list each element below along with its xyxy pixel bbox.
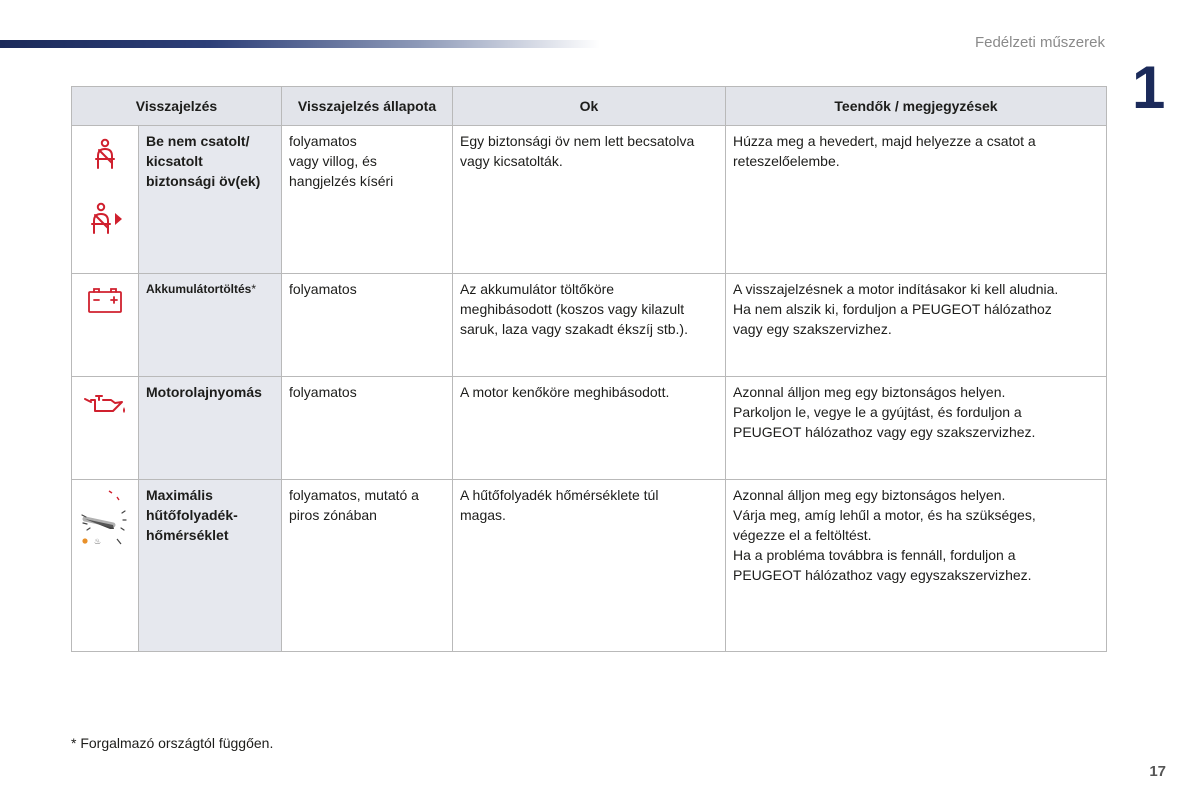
table-row [72,274,1107,377]
column-header: Visszajelzés [72,87,282,126]
state-cell [282,126,453,274]
action-line: Ha a probléma továbbra is fennáll, forduljon a [733,547,1016,563]
cause-line: saruk, laza vagy szakadt ékszíj stb.). [460,321,688,337]
chapter-number: 1 [1132,54,1166,121]
footnote: * Forgalmazó országtól függően. [71,735,274,751]
action-line: PEUGEOT hálózathoz vagy egy szakszervizhez. [733,424,1036,440]
footnote-marker: * [251,282,257,296]
icon-cell [72,126,139,274]
state-line: vagy villog, és [289,153,377,169]
oil-can-icon [83,390,127,416]
cause-cell [453,274,726,377]
cause-line: Az akkumulátor töltőköre [460,281,615,297]
coolant-gauge-icon [79,489,131,549]
action-cell [726,480,1107,652]
action-line: végezze el a feltöltést. [733,527,872,543]
action-line: PEUGEOT hálózathoz vagy egyszakszervizhez. [733,567,1032,583]
icon-cell [72,377,139,480]
action-line: Ha nem alszik ki, forduljon a PEUGEOT hálózathoz [733,301,1052,317]
warning-name-cell [139,377,282,480]
icon-cell [72,480,139,652]
action-line: Parkoljon le, vegye le a gyújtást, és forduljon a [733,404,1022,420]
state-line: hangjelzés kíséri [289,173,394,189]
cause-line: A motor kenőköre meghibásodott. [460,384,670,400]
cause-line: meghibásodott (koszos vagy kilazult [460,301,685,317]
cause-cell [453,126,726,274]
icon-cell [72,274,139,377]
table-row [72,480,1107,652]
warning-name-line: Maximális [146,487,213,503]
action-line: vagy egy szakszervizhez. [733,321,892,337]
warning-lights-table [71,86,1107,652]
warning-name-line: kicsatolt [146,153,203,169]
seatbelt-icon [88,137,122,171]
warning-name-cell [139,126,282,274]
warning-name-line: Motorolajnyomás [146,384,262,400]
state-line: folyamatos [289,281,357,297]
section-title: Fedélzeti műszerek [974,34,1105,51]
table-row [72,126,1107,274]
state-line: folyamatos, mutató a [289,487,419,503]
seatbelt-arrow-icon [85,201,125,237]
action-cell [726,126,1107,274]
action-line: Azonnal álljon meg egy biztonságos helyen. [733,384,1006,400]
state-cell [282,480,453,652]
action-cell [726,274,1107,377]
warning-name-cell [139,480,282,652]
column-header: Visszajelzés állapota [282,87,453,126]
table-row [72,377,1107,480]
warning-name-line: biztonsági öv(ek) [146,173,261,189]
warning-name-line: hőmérséklet [146,527,229,543]
cause-line: vagy kicsatolták. [460,153,563,169]
cause-line: Egy biztonsági öv nem lett becsatolva [460,133,695,149]
warning-name-line: hűtőfolyadék- [146,507,238,523]
action-line: A visszajelzésnek a motor indításakor ki kell aludnia. [733,281,1059,297]
cause-line: A hűtőfolyadék hőmérséklete túl [460,487,659,503]
state-cell [282,377,453,480]
header-gradient-bar [0,40,600,48]
battery-icon [86,285,124,315]
cause-line: magas. [460,507,506,523]
warning-name-line: Be nem csatolt/ [146,133,250,149]
warning-name-cell [139,274,282,377]
state-line: folyamatos [289,133,357,149]
column-header: Ok [453,87,726,126]
action-cell [726,377,1107,480]
state-cell [282,274,453,377]
state-line: piros zónában [289,507,377,523]
cause-cell [453,377,726,480]
action-line: Azonnal álljon meg egy biztonságos helyen. [733,487,1006,503]
state-line: folyamatos [289,384,357,400]
action-line: Húzza meg a hevedert, majd helyezze a csatot a [733,133,1036,149]
column-header: Teendők / megjegyzések [726,87,1107,126]
warning-name-line: Akkumulátortöltés [146,282,252,296]
table-header-row [72,87,1107,126]
svg-text:♨: ♨ [94,537,102,546]
action-line: Várja meg, amíg lehűl a motor, és ha szükséges, [733,507,1036,523]
page-number: 17 [1149,763,1166,780]
action-line: reteszelőelembe. [733,153,840,169]
cause-cell [453,480,726,652]
